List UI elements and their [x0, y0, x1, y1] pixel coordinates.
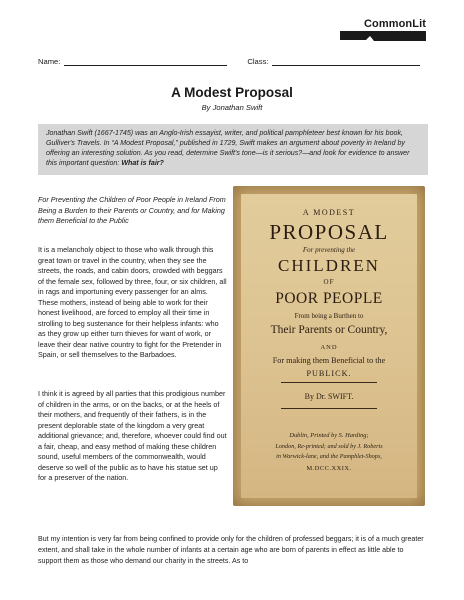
name-label: Name: [38, 57, 61, 66]
tp-line2: PROPOSAL [269, 220, 389, 244]
tp-imprint2: London, Re-printed; and sold by J. Roberts [275, 443, 383, 450]
tp-author: By Dr. SWIFT. [304, 392, 354, 401]
paragraph-1: It is a melancholy object to those who walk through this great town or travel in the country, when they see the streets, the roads, and cabin doors, crowded with beggars of the female sex, followed by three, four, or six children, all in rags and importuning every passenger for an alms. These mothers, instead of being able to work for their honest livelihood, are forced to employ all their time in strolling to beg sustenance for their helpless infants: who as they grow up either turn thieves for want of work, or leave their dear native country to fight for the Pretender in Spain, or sell themselves to the Barbadoes. [38, 245, 227, 359]
book-icon [340, 31, 426, 42]
subtitle: For Preventing the Children of Poor People in Ireland From Being a Burden to their Parents or Country, and for Making them Beneficial to the Public [38, 195, 226, 225]
class-label: Class: [247, 57, 269, 66]
tp-line6: POOR PEOPLE [275, 290, 383, 307]
logo-text: CommonLit [363, 18, 426, 30]
tp-imprint4: M.DCC.XXIX. [306, 465, 352, 472]
class-field[interactable] [272, 57, 420, 66]
tp-line10: For making them Beneficial to the [272, 356, 386, 365]
tp-imprint1: Dublin, Printed by S. Harding; [289, 432, 369, 439]
name-class-line [38, 57, 428, 66]
tp-line11: PUBLICK. [306, 369, 352, 378]
document-byline: By Jonathan Swift [201, 103, 263, 112]
tp-line4: CHILDREN [278, 256, 380, 275]
tp-line7: From being a Burthen to [294, 312, 364, 320]
tp-line5: OF [323, 278, 335, 286]
paragraph-2: I think it is agreed by all parties that this prodigious number of children in the arms, or on the backs, or at the heels of their mothers, and frequently of their fathers, is in the present deplorable state of the kingdom a very great additional grievance; and, therefore, whoever could find out a fair, cheap, and easy method of making these children sound, useful members of the commonwealth, would deserve so well of the public as to have his statue set up for a preserver of the nation. [38, 389, 227, 482]
tp-line9: AND [320, 344, 338, 351]
intro-question: What is fair? [121, 159, 164, 167]
title-page [241, 194, 417, 498]
tp-rule [281, 382, 377, 383]
tp-line8: Their Parents or Country, [270, 324, 388, 336]
tp-imprint3: in Warwick-lane, and the Pamphlet-Shops, [276, 453, 382, 460]
name-field[interactable] [64, 57, 227, 66]
document-title: A Modest Proposal [171, 85, 293, 100]
intro-box [38, 124, 428, 175]
tp-rule-2 [281, 408, 377, 409]
commonlit-logo [340, 18, 426, 42]
tp-line1: A MODEST [302, 208, 356, 217]
intro-text: Jonathan Swift (1667-1745) was an Anglo-Irish essayist, writer, and political pamphleteer best known for his book, Gulliver's Travels. In “A Modest Proposal,” published in 1729, Swift makes an argument about poverty in Ireland by offering an interesting solution. As you read, determine Swift's tone—is it serious?—and look for evidence to answer this important question: [46, 129, 410, 167]
paragraph-3: But my intention is very far from being confined to provide only for the children of professed beggars; it is of a much greater extent, and shall take in the whole number of infants at a certain age who are born of parents in effect as little able to support them as those who demand our charity in the streets. As to [38, 535, 424, 565]
title-page-image [233, 186, 425, 506]
tp-line3: For preventing the [302, 246, 356, 254]
